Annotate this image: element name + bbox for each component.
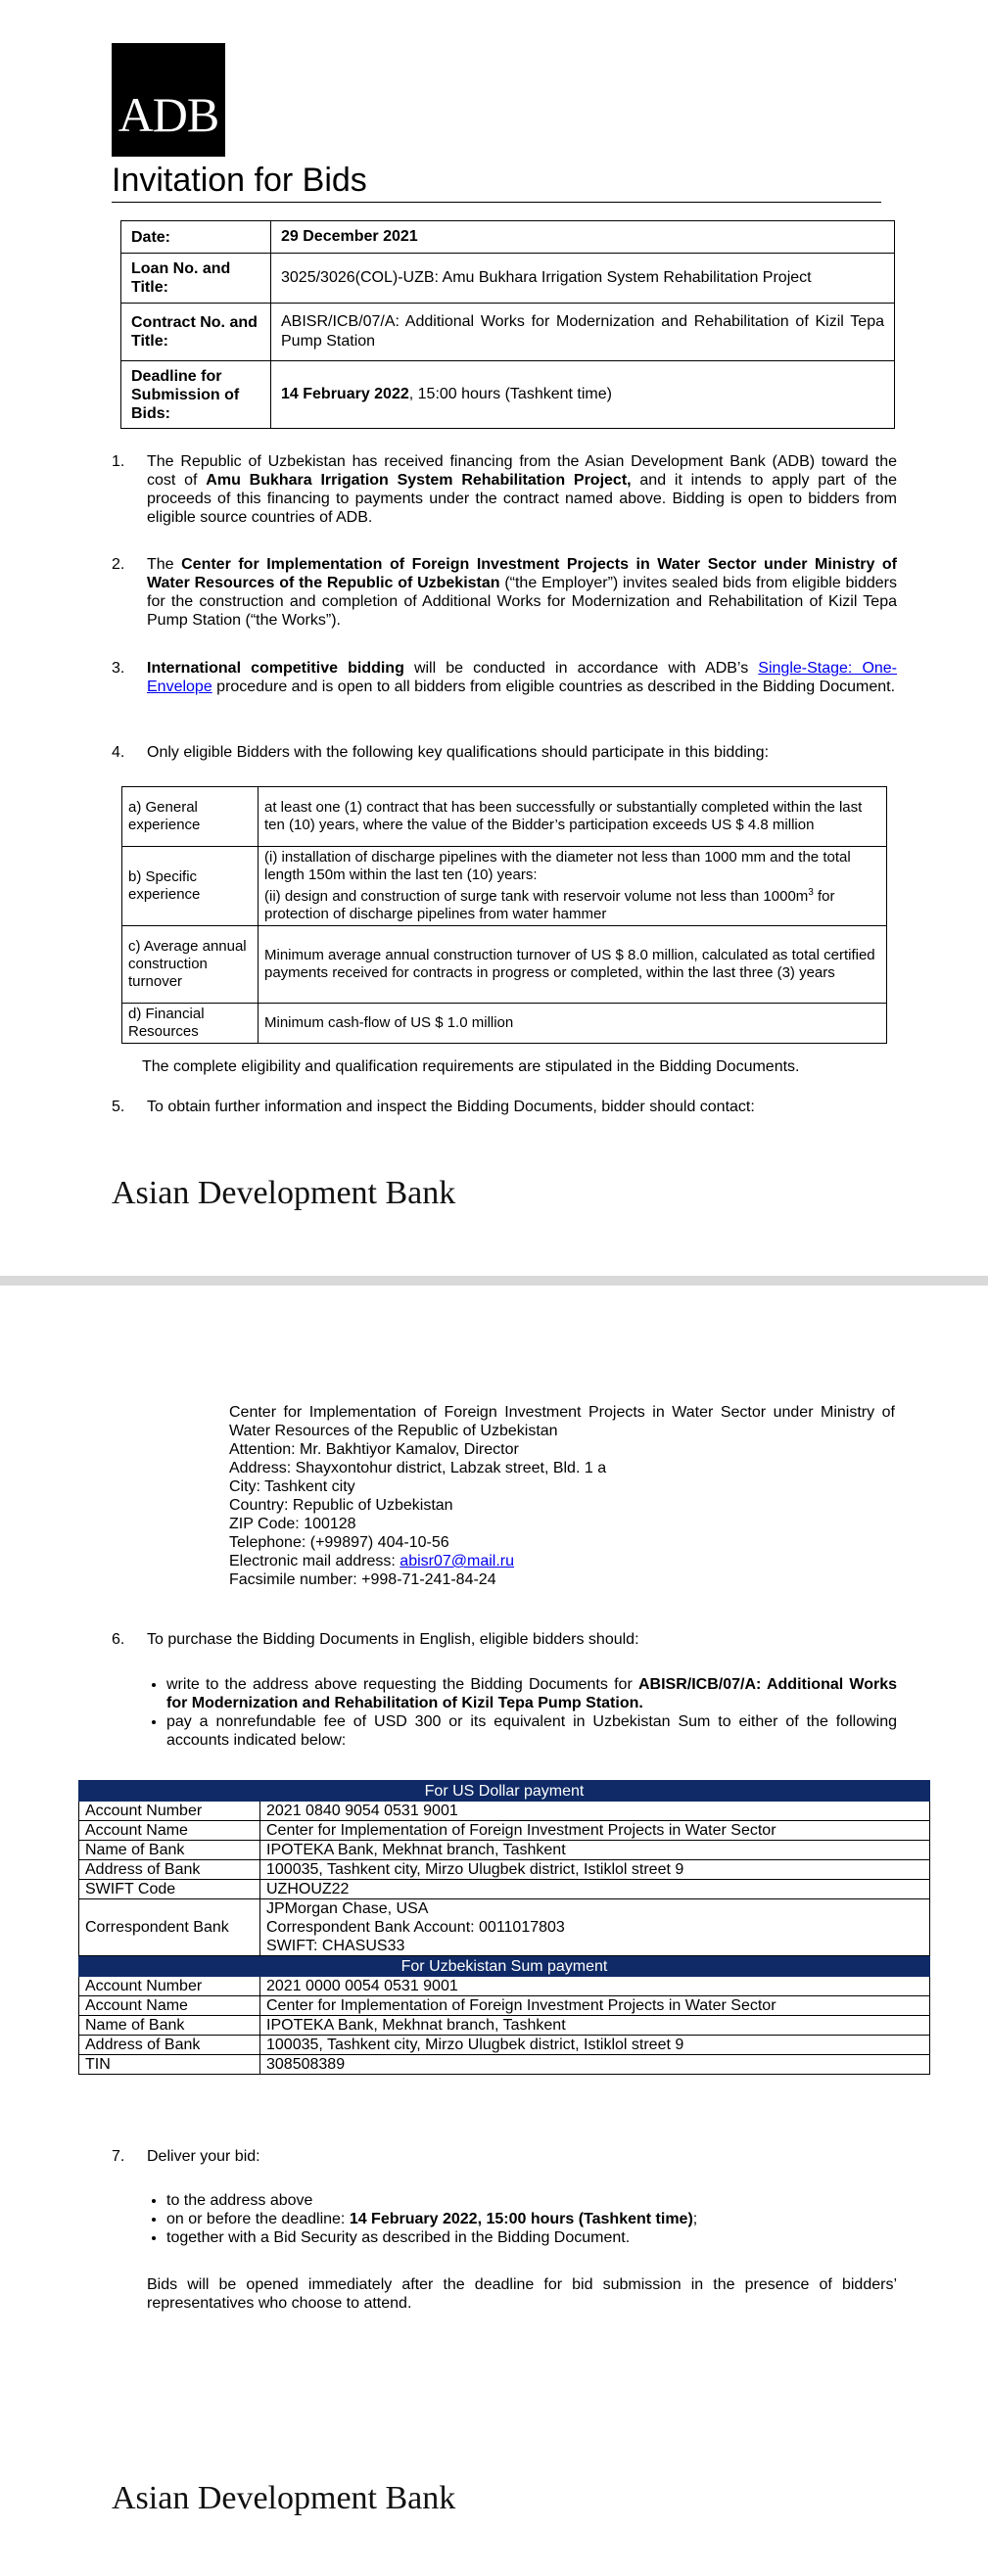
- page-2: [0, 1286, 988, 2576]
- text: (i) installation of discharge pipelines with the diameter not less than 1000 mm and the total length 150m within the last ten (10) years:: [264, 849, 851, 883]
- paragraph-5: [112, 1098, 897, 1116]
- deadline-time: , 15:00 hours (Tashkent time): [408, 386, 612, 402]
- paragraph-number: 5.: [112, 1099, 125, 1115]
- bank-value: UZHOUZ22: [260, 1880, 930, 1899]
- qualification-row: [122, 926, 887, 1004]
- bank-key: Account Number: [79, 1802, 260, 1821]
- paragraph-number: 4.: [112, 744, 125, 761]
- bank-value: 100035, Tashkent city, Mirzo Ulugbek district, Istiklol street 9: [260, 1860, 930, 1880]
- bank-row: [79, 2036, 930, 2055]
- qualifications-table: [121, 786, 887, 1044]
- bullet-item: • pay a nonrefundable fee of USD 300 or its equivalent in Uzbekistan Sum to either of the following accounts indicated below:: [166, 1712, 897, 1750]
- info-row-contract: [121, 304, 895, 361]
- paragraph-number: 1.: [112, 453, 125, 470]
- qualification-row: [122, 847, 887, 926]
- text: To obtain further information and inspect the Bidding Documents, bidder should contact:: [147, 1099, 755, 1115]
- paragraph-1: [112, 452, 897, 527]
- paragraph-3: [112, 659, 897, 696]
- bank-value: 2021 0840 9054 0531 9001: [260, 1802, 930, 1821]
- usd-header-row: [79, 1781, 930, 1802]
- info-label: Contract No. and Title:: [121, 304, 271, 361]
- uzs-header-row: [79, 1956, 930, 1977]
- bank-row: [79, 2016, 930, 2036]
- bullet-item: [166, 2210, 897, 2228]
- procedure-link[interactable]: Single-Stage: One-Envelope: [147, 660, 898, 695]
- bid-info-table: [120, 220, 895, 429]
- paragraph-6-bullets: [112, 1675, 897, 1750]
- bullet-item: • together with a Bid Security as described in the Bidding Document.: [166, 2228, 897, 2247]
- info-row-deadline: [121, 361, 895, 429]
- bullet-item: • to the address above: [166, 2191, 897, 2210]
- qualification-text: Minimum cash-flow of US $ 1.0 million: [259, 1004, 887, 1044]
- paragraph-6: [112, 1630, 897, 1649]
- bank-value: 100035, Tashkent city, Mirzo Ulugbek district, Istiklol street 9: [260, 2036, 930, 2055]
- page-1: [0, 0, 988, 1276]
- text: Deliver your bid:: [147, 2148, 260, 2165]
- text: JPMorgan Chase, USA: [266, 1900, 429, 1917]
- text: procedure and is open to all bidders from eligible countries as described in the Bidding Document.: [212, 679, 896, 695]
- bank-key: Account Number: [79, 1977, 260, 1996]
- bank-accounts-table: [78, 1780, 930, 2075]
- qualification-label: a) General experience: [122, 787, 259, 847]
- text: Only eligible Bidders with the following key qualifications should participate in this bidding:: [147, 744, 770, 761]
- text: on or before the deadline:: [166, 2211, 350, 2227]
- paragraph-number: 6.: [112, 1631, 125, 1648]
- paragraph-number: 3.: [112, 660, 125, 677]
- contact-address: Address: Shayxontohur district, Labzak street, Bld. 1 a: [229, 1460, 607, 1476]
- contact-fax: Facsimile number: +998-71-241-84-24: [229, 1571, 496, 1588]
- bank-key: Name of Bank: [79, 2016, 260, 2036]
- contact-attention: Attention: Mr. Bakhtiyor Kamalov, Director: [229, 1441, 519, 1458]
- paragraph-4: [112, 743, 897, 762]
- eligibility-note: The complete eligibility and qualification requirements are stipulated in the Bidding Documents.: [142, 1058, 800, 1075]
- bank-value: IPOTEKA Bank, Mekhnat branch, Tashkent: [260, 1841, 930, 1860]
- qualification-row: [122, 787, 887, 847]
- deadline-bold: 14 February 2022, 15:00 hours (Tashkent time): [349, 2211, 693, 2227]
- contact-email-line: [229, 1552, 895, 1570]
- qualification-text: Minimum average annual construction turnover of US $ 8.0 million, calculated as total certified payments received for contracts in progress or completed, within the last three (3) years: [259, 926, 887, 1004]
- text: write to the address above requesting the Bidding Documents for: [166, 1676, 638, 1693]
- info-value: ABISR/ICB/07/A: Additional Works for Modernization and Rehabilitation of Kizil Tepa Pump Station: [271, 304, 895, 361]
- text: To purchase the Bidding Documents in English, eligible bidders should:: [147, 1631, 639, 1648]
- qualification-text: [259, 847, 887, 926]
- bank-value: Center for Implementation of Foreign Investment Projects in Water Sector: [260, 1821, 930, 1841]
- contact-country: Country: Republic of Uzbekistan: [229, 1497, 453, 1514]
- info-row-date: [121, 221, 895, 254]
- closing-paragraph: [112, 2275, 897, 2313]
- paragraph-7: [112, 2147, 897, 2166]
- bank-key: TIN: [79, 2055, 260, 2075]
- bank-row-correspondent: [79, 1899, 930, 1956]
- email-label: Electronic mail address:: [229, 1553, 400, 1569]
- info-label: Loan No. and Title:: [121, 254, 271, 304]
- info-value: [271, 361, 895, 429]
- info-value: 29 December 2021: [271, 221, 895, 254]
- text: (“the Employer”) invites sealed bids from eligible bidders for the construction and completion of Additional Works for Modernization and Rehabilitation of Kizil Tepa Pump Station (“the Works”).: [147, 575, 897, 629]
- info-label: Deadline for Submission of Bids:: [121, 361, 271, 429]
- footer-brand: Asian Development Bank: [112, 1175, 456, 1211]
- bank-row: [79, 1802, 930, 1821]
- paragraph-7-bullets: [112, 2191, 897, 2247]
- footer-brand: Asian Development Bank: [112, 2480, 456, 2516]
- bank-row: [79, 1821, 930, 1841]
- usd-header: For US Dollar payment: [79, 1781, 930, 1802]
- project-name: Amu Bukhara Irrigation System Rehabilitation Project,: [206, 472, 632, 489]
- qualification-row: [122, 1004, 887, 1044]
- paragraph-number: 7.: [112, 2148, 125, 2165]
- text: ;: [692, 2211, 698, 2227]
- paragraph-2: [112, 555, 897, 630]
- text: The Republic of Uzbekistan has received financing from the Asian Development Bank (ADB) toward the cost of: [147, 453, 897, 489]
- bullet-item: [166, 1675, 897, 1712]
- deadline-date: 14 February 2022: [281, 386, 409, 402]
- text: (ii) design and construction of surge tank with reservoir volume not less than 1000m: [264, 888, 809, 905]
- text: and it intends to apply part of the proceeds of this financing to payments under the contract named above. Bidding is open to bidders from eligible source countries of ADB.: [147, 472, 898, 526]
- text: will be conducted in accordance with ADB’s: [403, 660, 759, 677]
- contract-ref: ABISR/ICB/07/A: Additional Works for Modernization and Rehabilitation of Kizil Tepa Pump Station.: [166, 1676, 898, 1711]
- contact-telephone: Telephone: (+99897) 404-10-56: [229, 1534, 449, 1551]
- text: SWIFT: CHASUS33: [266, 1938, 405, 1954]
- bank-row: [79, 1841, 930, 1860]
- bank-value: 2021 0000 0054 0531 9001: [260, 1977, 930, 1996]
- bank-key: Address of Bank: [79, 1860, 260, 1880]
- bank-key: SWIFT Code: [79, 1880, 260, 1899]
- bank-key: Account Name: [79, 1821, 260, 1841]
- info-row-loan: [121, 254, 895, 304]
- bank-row: [79, 1860, 930, 1880]
- text: Bids will be opened immediately after the deadline for bid submission in the presence of bidders’ representatives who choose to attend.: [147, 2276, 897, 2312]
- info-label: Date:: [121, 221, 271, 254]
- bank-value: Center for Implementation of Foreign Investment Projects in Water Sector: [260, 1996, 930, 2016]
- page-separator: [0, 1276, 988, 1286]
- document-title: Invitation for Bids: [112, 161, 881, 203]
- bank-key: Account Name: [79, 1996, 260, 2016]
- email-link[interactable]: abisr07@mail.ru: [400, 1553, 515, 1569]
- bank-value: IPOTEKA Bank, Mekhnat branch, Tashkent: [260, 2016, 930, 2036]
- bank-value: [260, 1899, 930, 1956]
- superscript: 3: [808, 887, 814, 898]
- paragraph-number: 2.: [112, 556, 125, 573]
- bank-row: [79, 2055, 930, 2075]
- contact-city: City: Tashkent city: [229, 1478, 355, 1495]
- uzs-header: For Uzbekistan Sum payment: [79, 1956, 930, 1977]
- info-value: 3025/3026(COL)-UZB: Amu Bukhara Irrigation System Rehabilitation Project: [271, 254, 895, 304]
- bank-key: Name of Bank: [79, 1841, 260, 1860]
- bank-row: [79, 1880, 930, 1899]
- adb-logo: ADB: [112, 43, 225, 157]
- bank-row: [79, 1996, 930, 2016]
- bank-row: [79, 1977, 930, 1996]
- contact-org: Center for Implementation of Foreign Investment Projects in Water Sector under Ministry of Water Resources of the Republic of Uzbekistan: [229, 1404, 895, 1439]
- text: Correspondent Bank Account: 0011017803: [266, 1919, 565, 1936]
- text: The: [147, 556, 182, 573]
- employer-name: Center for Implementation of Foreign Investment Projects in Water Sector under Ministry of Water Resources of the Republic of Uzbekistan: [147, 556, 898, 591]
- qualification-label: b) Specific experience: [122, 847, 259, 926]
- qualification-text: at least one (1) contract that has been successfully or substantially completed within the last ten (10) years, where the value of the Bidder’s participation exceeds US $ 4.8 million: [259, 787, 887, 847]
- qualification-label: d) Financial Resources: [122, 1004, 259, 1044]
- qualification-label: c) Average annual construction turnover: [122, 926, 259, 1004]
- bank-key: Correspondent Bank: [79, 1899, 260, 1956]
- contact-block: [229, 1403, 895, 1589]
- bidding-type: International competitive bidding: [147, 660, 404, 677]
- contact-zip: ZIP Code: 100128: [229, 1516, 356, 1532]
- bank-value: 308508389: [260, 2055, 930, 2075]
- bank-key: Address of Bank: [79, 2036, 260, 2055]
- text: for protection of discharge pipelines from water hammer: [264, 888, 835, 922]
